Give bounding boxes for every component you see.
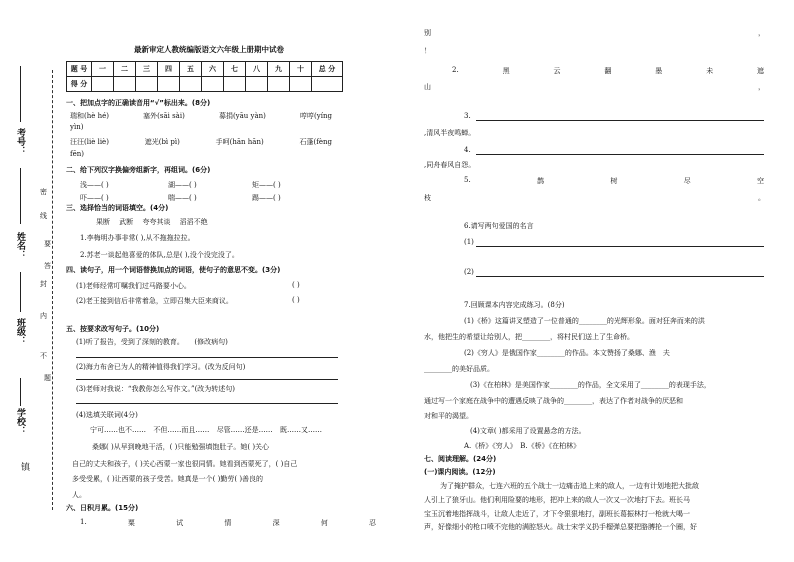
q6-number: 5. (464, 176, 471, 184)
score-header: 七 (224, 62, 246, 77)
q2-item[interactable]: 矩——( ) (252, 181, 281, 189)
conj-option: 既……又…… (279, 426, 322, 434)
q7-line[interactable]: (4)文章( )都采用了设置悬念的方法。 (470, 427, 586, 435)
q5-sentence-2: (2)海力布舍已为人的精神值得我们学习。(改为反问句) (76, 363, 246, 371)
pinyin-item[interactable]: 哼哼(yíng (300, 112, 332, 120)
pinyin-item[interactable]: 汪汪(liè liè) (70, 138, 109, 146)
q4-sentence-2: (2)老王接到信后非常着急，立即召集大臣来商议。 (76, 297, 233, 305)
answer-line[interactable] (76, 403, 338, 404)
q6-quote-prompt: 6.请写两句爱国的名言 (464, 222, 534, 230)
poem-char: 未 (706, 67, 714, 75)
passage-line: 为了掩护群众，七连六班的五个战士一边痛击追上来的敌人，一边有计划地把大批敌 (440, 482, 699, 490)
school-label: 学校： (15, 408, 25, 435)
score-header: 五 (180, 62, 202, 77)
poem-line: 山 (424, 83, 431, 91)
q2-heading: 二、给下列汉字换偏旁组新字，再组词。(6分) (66, 166, 211, 174)
q4-answer-1[interactable]: ( ) (292, 281, 300, 289)
passage-line: 宝玉沉着地指挥战斗，让敌人走近了，才下令狠狠地打，副班长葛振林打一枪就大喝一 (424, 510, 690, 518)
class-label: 班级： (15, 318, 25, 345)
q5-paragraph-line[interactable]: 自己的丈夫和孩子，( )关心西蒙一家也很同情。她看到西蒙死了，( )自己 (72, 460, 298, 468)
score-table (66, 61, 343, 92)
score-header: 八 (246, 62, 268, 77)
q6-heading: 六、日积月累。(15分) (66, 504, 139, 512)
pinyin-item[interactable]: 塞外(sāi sài) (143, 112, 185, 120)
number-line[interactable] (20, 66, 21, 122)
poem-char: 墨 (655, 67, 663, 75)
seal-char: 题 (44, 374, 51, 382)
q1-line2: yìn) (70, 123, 84, 131)
score-header: 二 (114, 62, 136, 77)
town-label: 镇 (19, 462, 29, 472)
score-cell[interactable] (114, 77, 136, 92)
q6-number: 4. (464, 146, 471, 154)
poem-line: 别 (424, 29, 431, 37)
score-cell[interactable] (224, 77, 246, 92)
score-cell[interactable] (246, 77, 268, 92)
conj-option: 不但……而且…… (153, 426, 210, 434)
q7-line[interactable]: (2)《穷人》是俄国作家________的作品。本文赞扬了桑娜、渔 夫 (464, 349, 670, 357)
q1-line1 (70, 111, 332, 121)
q7-line[interactable]: ________的美好品质。 (424, 365, 494, 373)
q5-heading: 五、按要求改写句子。(10分) (66, 325, 160, 333)
poem-punct: ！ (424, 47, 431, 55)
q1-line4: fēn) (70, 150, 84, 158)
q2-item[interactable]: 吓——( ) (80, 194, 109, 202)
score-header: 总 分 (312, 62, 343, 77)
poem-char: 尽 (683, 177, 691, 185)
section7-heading: 七、阅读理解。(24分) (424, 455, 497, 463)
pinyin-item[interactable]: 遮光(bì pì) (144, 138, 180, 146)
seal-char: 线 (40, 212, 47, 220)
score-header: 六 (202, 62, 224, 77)
q2-item[interactable]: 踢——( ) (252, 194, 281, 202)
score-header: 九 (268, 62, 290, 77)
q4-heading: 四、读句子，用一个词语替换加点的词语，使句子的意思不变。(3分) (66, 266, 281, 274)
answer-line[interactable] (476, 276, 764, 277)
q7-line: 对和平的渴望。 (424, 412, 473, 420)
poem-char: 空 (757, 177, 764, 185)
q6-number: 2. (452, 66, 459, 74)
q3-choices: 果断 武断 夸夸其谈 滔滔不绝 (96, 218, 208, 226)
poem-char: 黑 (502, 67, 510, 75)
score-cell[interactable] (312, 77, 343, 92)
name-label: 姓名： (15, 232, 25, 259)
pinyin-item[interactable]: 瑞和(hè hé) (70, 112, 109, 120)
answer-line[interactable] (476, 246, 764, 247)
q7-line[interactable]: 水，他把生的希望让给别人，把________，将村民们送上了生命桥。 (424, 333, 634, 341)
answer-line[interactable] (76, 357, 338, 358)
score-header: 题 号 (67, 62, 92, 77)
score-cell[interactable] (202, 77, 224, 92)
score-cell[interactable] (180, 77, 202, 92)
q6-quote-2: (2) (464, 268, 474, 276)
score-header: 十 (290, 62, 312, 77)
passage-line: 人引上了狼牙山。他们利用险要的地形，把冲上来的敌人一次又一次地打下去。班长马 (424, 496, 690, 504)
score-row-label: 得 分 (67, 77, 92, 92)
score-cell[interactable] (136, 77, 158, 92)
q4-answer-2[interactable]: ( ) (292, 296, 300, 304)
q6-number: 3. (464, 112, 471, 120)
seal-char: 封 (40, 280, 47, 288)
q2-item[interactable]: 喘——( ) (168, 194, 197, 202)
q3-sentence-2[interactable]: 2.苏老一谈起他喜爱的体队,总是( ),没个没完没了。 (80, 251, 239, 259)
poem-punct: ， (758, 83, 765, 91)
name-line[interactable] (20, 168, 21, 224)
score-cell[interactable] (268, 77, 290, 92)
q5-sentence-4: (4)选填关联词(4分) (76, 411, 138, 419)
conj-option: 宁可……也不…… (90, 426, 146, 434)
seal-char: 密 (40, 188, 47, 196)
poem-char: 忍 (369, 519, 376, 527)
score-header: 一 (92, 62, 114, 77)
poem-char: 深 (272, 519, 280, 527)
q6-row-1 (80, 518, 376, 528)
poem-char: 何 (320, 519, 328, 527)
q5-paragraph-line: 人。 (72, 491, 86, 499)
poem-char: 鹊 (537, 177, 545, 185)
q5-paragraph-line[interactable]: 多受受累，( )让西蒙的孩子受苦。她真是一个( )勤劳( )善良的 (72, 475, 264, 483)
q3-sentence-1[interactable]: 1.李梅明办事非常( ),从不拖拖拉拉。 (80, 234, 195, 242)
binding-dash-line (52, 70, 53, 510)
answer-line[interactable] (476, 154, 764, 155)
section7a-heading: (一)课内阅读。(12分) (424, 468, 496, 476)
q7-options[interactable]: A.《桥》《穷人》 B.《桥》《在柏林》 (464, 442, 581, 450)
q7-line[interactable]: (3)《在柏林》是美国作家________的作品，全文采用了________的表现手法， (470, 381, 711, 389)
pinyin-item[interactable]: 石蓬(fèng (299, 138, 332, 146)
q1-line3 (70, 137, 332, 147)
conj-option: 尽管……还是…… (216, 426, 273, 434)
poem-punct: 。 (758, 194, 765, 202)
q7-line[interactable]: 通过写一个家庭在战争中的遭遇反映了战争的________，表达了作者对战争的厌恶和 (424, 397, 683, 405)
q1-heading: 一、把加点字的正确读音用“√”标出来。(8分) (66, 99, 211, 107)
q7-heading: 7.回顾课本内容完成练习。(8分) (464, 301, 565, 309)
q6-quote-1: (1) (464, 238, 474, 246)
score-header: 四 (158, 62, 180, 77)
poem-char: 云 (553, 67, 561, 75)
score-header: 三 (136, 62, 158, 77)
passage-line: 声，好像细小的枪口喷不完他的满腔怒火。战士宋学义扔手榴弹总要把胳膊抡一个圈，好 (424, 523, 697, 531)
poem-line: 枝 (424, 194, 431, 202)
poem-line: ,清风半夜鸣蝉。 (424, 129, 476, 137)
q2-item[interactable]: 湖——( ) (168, 181, 197, 189)
answer-line[interactable] (476, 120, 764, 121)
q5-sentence-1: (1)听了报告，受到了深刻的教育。 (修改病句) (76, 338, 228, 346)
poem-char: 树 (610, 177, 618, 185)
pinyin-item[interactable]: 募捐(yāu yàn) (218, 112, 266, 120)
class-line[interactable] (20, 272, 21, 312)
q2-item[interactable]: 浅——( ) (80, 181, 109, 189)
seal-char: 要 (44, 240, 51, 248)
poem-punct: ， (758, 29, 765, 37)
q5-conjunctions (90, 425, 322, 435)
q7-line[interactable]: (1)《桥》这篇讲叉塑造了一位普通的________的光辉形象。面对狂奔而来的洪 (464, 317, 705, 325)
poem-line: ,同舟春风自怨。 (424, 161, 476, 169)
q6-number: 1. (80, 518, 87, 526)
seal-char: 内 (40, 312, 47, 320)
q5-sentence-3: (3)老师对我说：“我教你怎么写作文。”(改为转述句) (76, 385, 236, 393)
poem-char: 翻 (604, 67, 612, 75)
q4-sentence-1: (1)老师经常叮嘱我们过马路要小心。 (76, 282, 191, 290)
score-cell[interactable] (92, 77, 114, 92)
score-cell[interactable] (158, 77, 180, 92)
poem-char: 试 (176, 519, 184, 527)
q3-heading: 三、选择恰当的词语填空。(4分) (66, 204, 169, 212)
q5-paragraph-line[interactable]: 桑娜( )从早到晚地干活，( )只能勉强填饱肚子。她( )关心 (92, 443, 270, 451)
poem-row-2 (452, 66, 764, 76)
score-cell[interactable] (290, 77, 312, 92)
poem-char: 情 (224, 519, 232, 527)
seal-char: 答 (44, 262, 51, 270)
pinyin-item[interactable]: 手呵(hān hān) (215, 138, 264, 146)
school-line[interactable] (20, 378, 21, 406)
seal-char: 不 (40, 352, 47, 360)
number-label: 考号： (15, 128, 25, 155)
poem-char: 遮 (756, 67, 764, 75)
poem-char: 粟 (127, 519, 135, 527)
poem-row-5 (464, 176, 764, 186)
page-title: 最新审定人教统编版语文六年级上册期中试卷 (134, 45, 284, 54)
answer-line[interactable] (76, 379, 338, 380)
